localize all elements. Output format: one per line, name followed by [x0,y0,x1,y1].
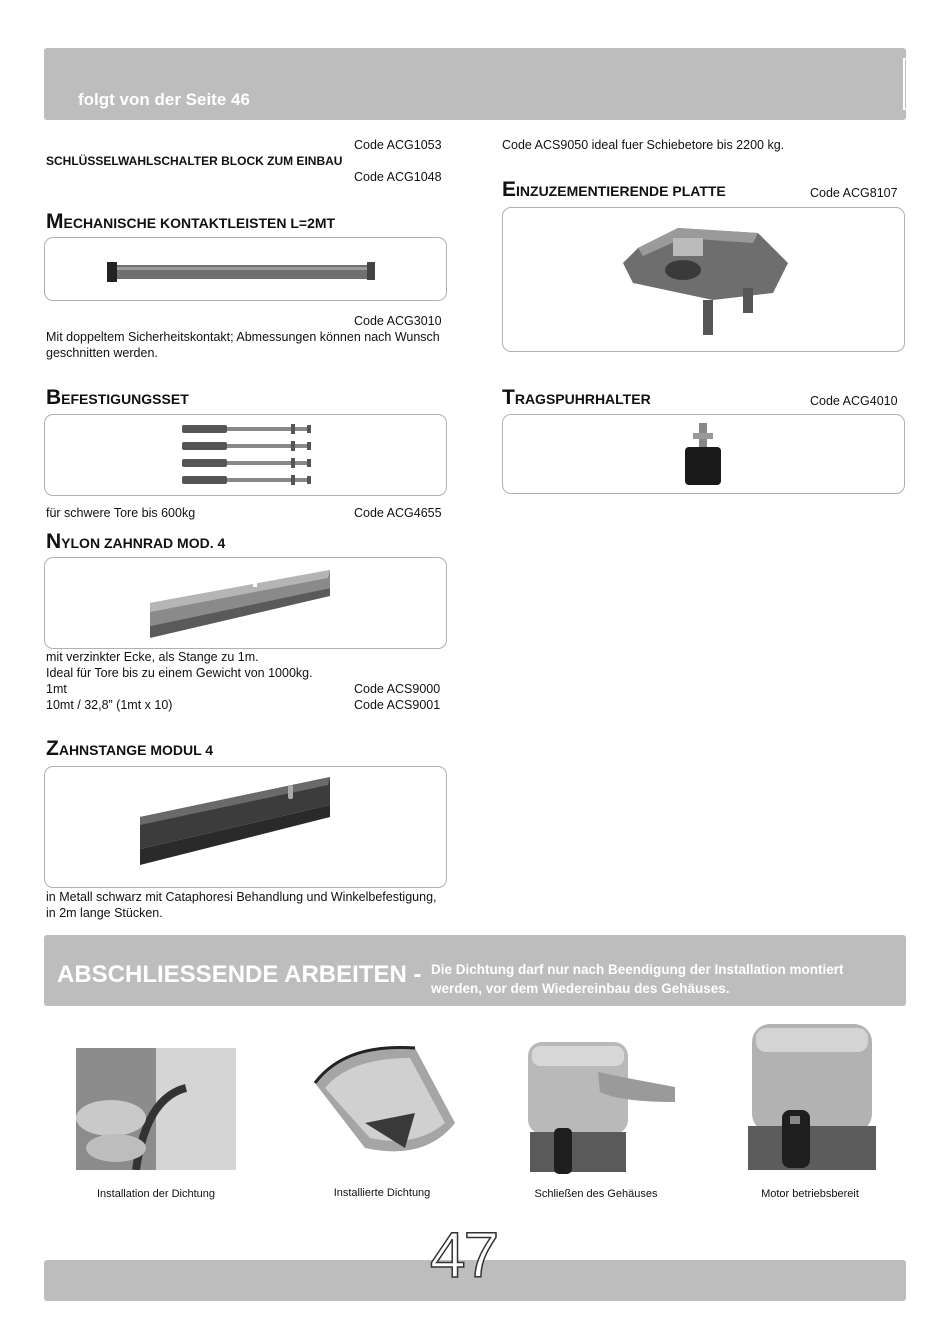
caption-installed-seal: Installierte Dichtung [333,1187,431,1199]
plate-product-box [502,207,905,352]
mech-desc-line2: geschnitten werden. [46,346,158,360]
nylon-section-title: NYLON ZAHNRAD MOD. 4 [46,530,226,553]
zahn-section-title: ZAHNSTANGE MODUL 4 [46,737,214,760]
seal-installation-photo [76,1048,236,1170]
zahn-desc-line1: in Metall schwarz mit Cataphoresi Behandlung und Winkelbefestigung, [46,890,437,904]
nylon-desc-line2: Ideal für Tore bis zu einem Gewicht von 1000kg. [46,666,313,680]
nylon-rack-image [45,558,448,650]
code-acs9000: Code ACS9000 [354,682,441,696]
bef-product-box [44,414,447,496]
caption-seal-installation: Installation der Dichtung [96,1188,215,1200]
code-acg8107: Code ACG8107 [810,186,898,200]
code-acg4010: Code ACG4010 [810,394,898,408]
motor-ready-photo [748,1020,876,1174]
foundation-plate-image [503,208,906,353]
bef-desc: für schwere Tore bis 600kg [46,506,196,520]
code-acg1053: Code ACG1053 [354,138,442,152]
nylon-10mt: 10mt / 32,8” (1mt x 10) [46,698,173,712]
final-works-desc: Die Dichtung darf nur nach Beendigung der Installation montiert werden, vor dem Wiedereinbau des Gehäuses. [431,962,844,996]
language-badge: D [903,58,947,110]
page-number: 47 [430,1219,498,1291]
bef-section-title: BEFESTIGUNGSSET [46,386,189,409]
contact-strip-image [45,238,448,302]
nylon-1mt: 1mt [46,682,67,696]
mech-section-title: MECHANISCHE KONTAKTLEISTEN L=2MT [46,210,336,233]
continued-from-label: folgt von der Seite 46 [78,90,250,109]
zahn-desc-line2: in 2m lange Stücken. [46,906,163,920]
trag-product-box [502,414,905,494]
caption-closing-housing: Schließen des Gehäuses [534,1188,658,1200]
steel-rack-image [45,767,448,889]
code-acg1048: Code ACG1048 [354,170,442,184]
mech-product-box [44,237,447,301]
code-acg4655: Code ACG4655 [354,506,442,520]
closing-housing-photo [520,1032,680,1180]
nylon-product-box [44,557,447,649]
key-switch-title: SCHLÜSSELWAHLSCHALTER BLOCK ZUM EINBAU [46,154,343,168]
trag-section-title: TRAGSPUHRHALTER [502,386,651,409]
nylon-desc-line1: mit verzinkter Ecke, als Stange zu 1m. [46,650,259,664]
acs9050-text: Code ACS9050 ideal fuer Schiebetore bis 2200 kg. [502,138,785,152]
track-holder-image [503,415,906,495]
final-works-title: ABSCHLIESSENDE ARBEITEN - [57,961,422,988]
code-acs9001: Code ACS9001 [354,698,441,712]
caption-motor-ready: Motor betriebsbereit [761,1188,859,1200]
code-acg3010: Code ACG3010 [354,314,442,328]
zahn-product-box [44,766,447,888]
mech-desc-line1: Mit doppeltem Sicherheitskontakt; Abmessungen können nach Wunsch [46,330,440,344]
plate-section-title: EINZUZEMENTIERENDE PLATTE [502,178,726,201]
anchor-bolts-image [45,415,448,497]
installed-seal-photo [305,1043,465,1165]
